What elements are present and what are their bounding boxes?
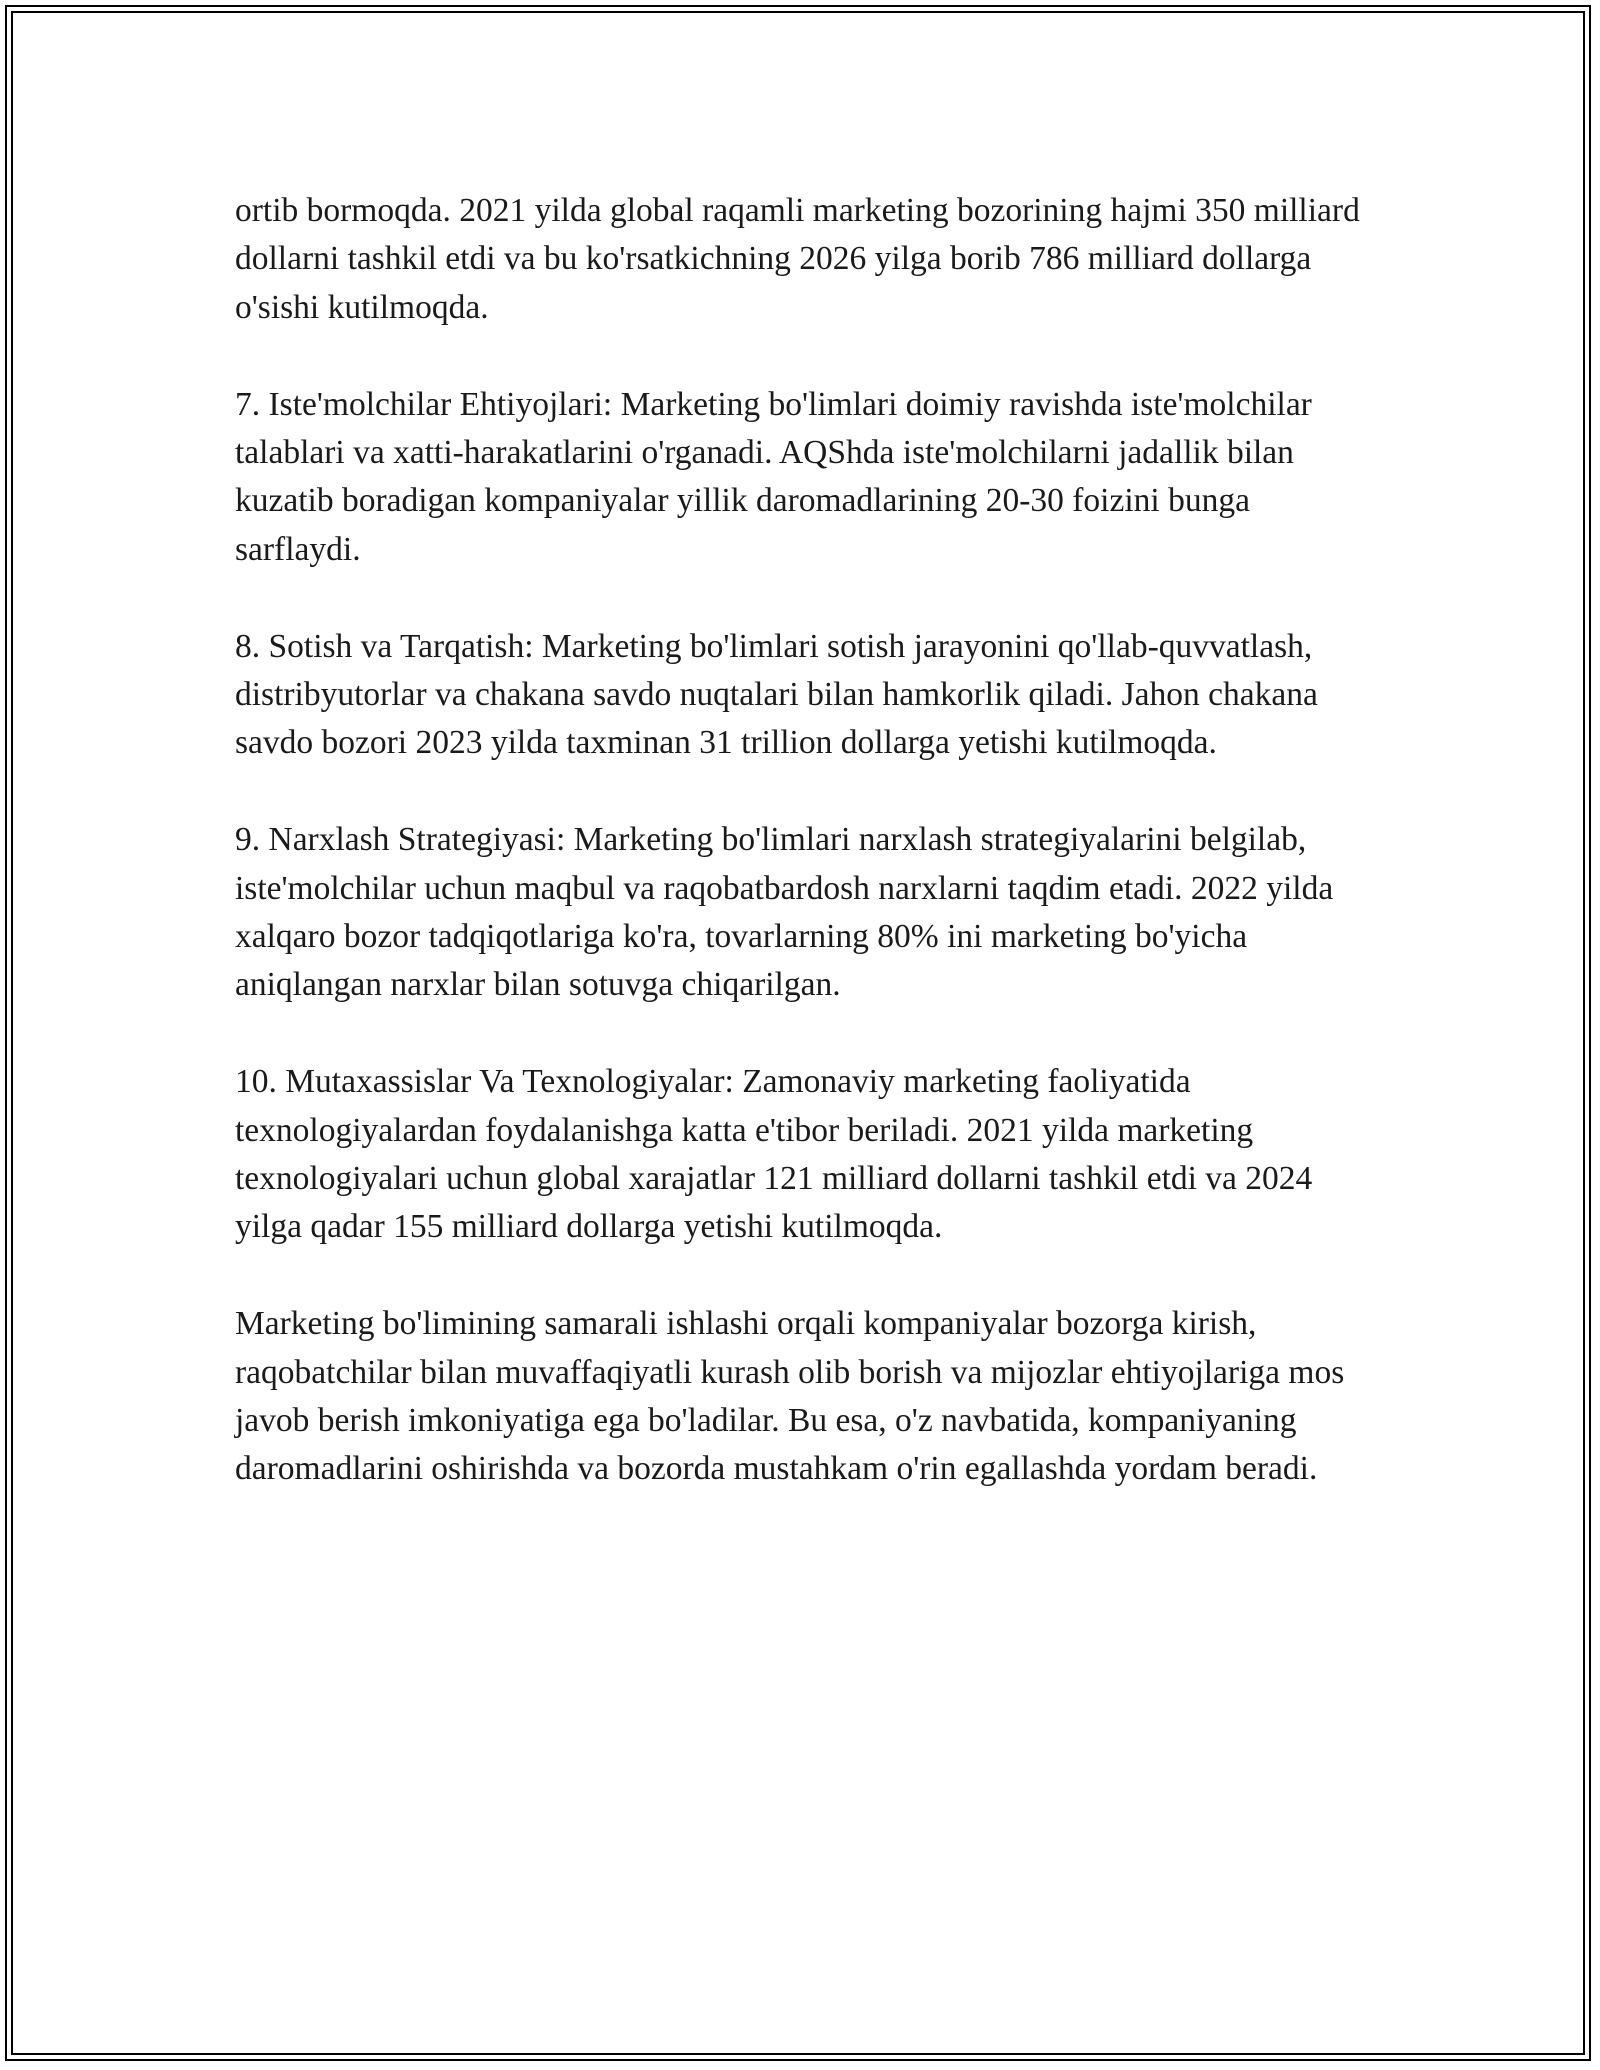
paragraph-specialists-technology: 10. Mutaxassislar Va Texnologiyalar: Zamonaviy marketing faoliyatida texnologiyalardan foydalanishga katta e'tibor beriladi. 2021 yilda marketing texnologiyalari uchun global xarajatlar 121 milliard dollarni tashkil etdi va 2024 yilga qadar 155 milliard dollarga yetishi kutilmoqda. <box>235 1063 1313 1246</box>
paragraph-consumer-needs: 7. Iste'molchilar Ehtiyojlari: Marketing bo'limlari doimiy ravishda iste'molchilar talablari va xatti-harakatlarini o'rganadi. AQShda iste'molchilarni jadallik bilan kuzatib boradigan kompaniyalar yillik daromadlarining 20-30 foizini bunga sarflaydi. <box>235 385 1312 568</box>
paragraph-intro-continuation: ortib bormoqda. 2021 yilda global raqamli marketing bozorining hajmi 350 milliard dollarni tashkil etdi va bu ko'rsatkichning 2026 yilga borib 786 milliard dollarga o'sishi kutilmoqda. <box>235 192 1360 326</box>
document-body <box>235 187 1365 1542</box>
paragraph-conclusion: Marketing bo'limining samarali ishlashi orqali kompaniyalar bozorga kirish, raqobatchilar bilan muvaffaqiyatli kurash olib borish va mijozlar ehtiyojlariga mos javob berish imkoniyatiga ega bo'ladilar. Bu esa, o'z navbatida, kompaniyaning daromadlarini oshirishda va bozorda mustahkam o'rin egallashda yordam beradi. <box>235 1305 1345 1488</box>
paragraph-sales-distribution: 8. Sotish va Tarqatish: Marketing bo'limlari sotish jarayonini qo'llab-quvvatlash, distribyutorlar va chakana savdo nuqtalari bilan hamkorlik qiladi. Jahon chakana savdo bozori 2023 yilda taxminan 31 trillion dollarga yetishi kutilmoqda. <box>235 627 1318 762</box>
paragraph-pricing-strategy: 9. Narxlash Strategiyasi: Marketing bo'limlari narxlash strategiyalarini belgilab, iste'molchilar uchun maqbul va raqobatbardosh narxlarni taqdim etadi. 2022 yilda xalqaro bozor tadqiqotlariga ko'ra, tovarlarning 80% ini marketing bo'yicha aniqlangan narxlar bilan sotuvga chiqarilgan. <box>235 821 1334 1004</box>
